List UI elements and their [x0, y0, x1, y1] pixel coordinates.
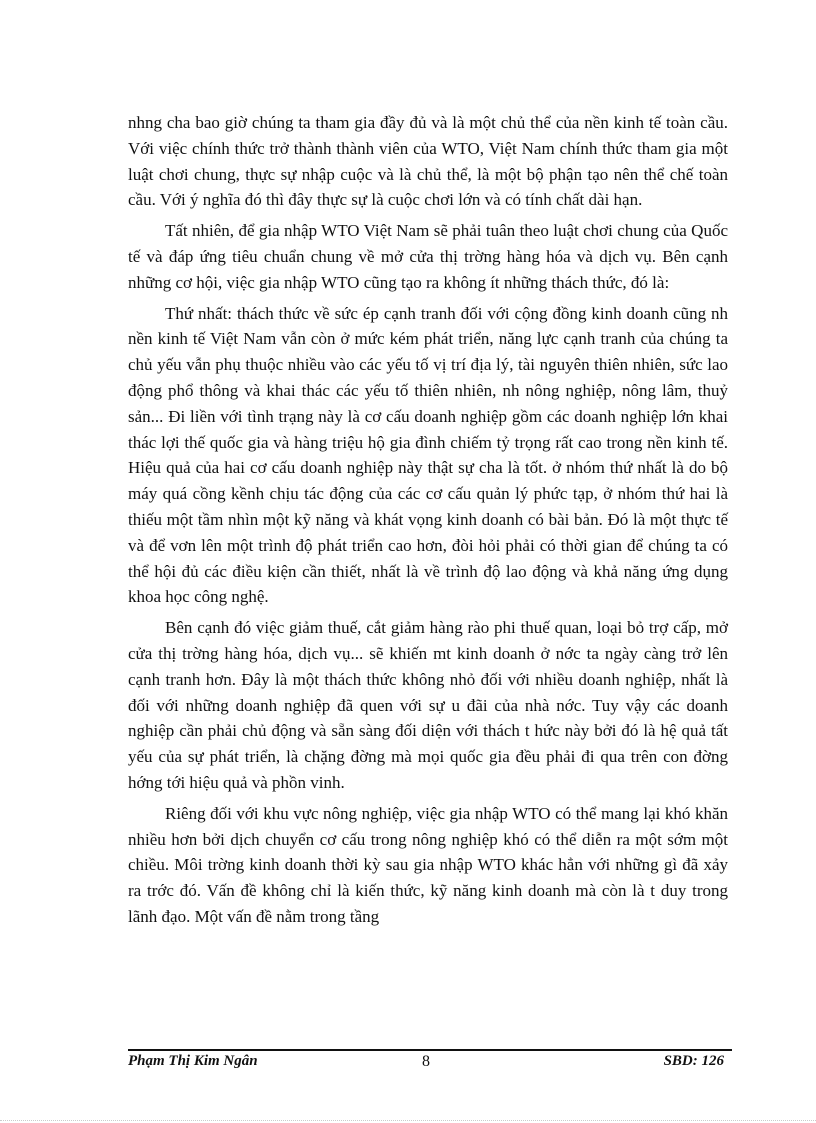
page-footer — [128, 1053, 732, 1077]
body-text — [128, 110, 728, 930]
paragraph-4: Bên cạnh đó việc giảm thuế, cắt giảm hàng rào phi thuế quan, loại bỏ trợ cấp, mở cửa thị trờng hàng hóa, dịch vụ... sẽ khiến mt kinh doanh ở nớc ta ngày càng trở lên cạnh tranh hơn. Đây là một thách thức không nhỏ đối với nhiều doanh nghiệp, nhất là đối với những doanh nghiệp đã quen với sự u đãi của nhà nớc. Tuy vậy các doanh nghiệp cần phải chủ động và sẵn sàng đối diện với thách t hức này bởi đó là hệ quả tất yếu của sự phát triển, là chặng đờng mà mọi quốc gia đều phải đi qua trên con đờng hớng tới hiệu quả và phồn vinh. — [128, 618, 728, 792]
paragraph-2: Tất nhiên, để gia nhập WTO Việt Nam sẽ phải tuân theo luật chơi chung của Quốc tế và đáp ứng tiêu chuẩn chung về mở cửa thị trờng hàng hóa và dịch vụ. Bên cạnh những cơ hội, việc gia nhập WTO cũng tạo ra không ít những thách thức, đó là: — [128, 221, 728, 292]
footer-divider — [128, 1049, 732, 1051]
page-bottom-edge — [0, 1120, 816, 1121]
paragraph-1: nhng cha bao giờ chúng ta tham gia đầy đủ và là một chủ thể của nền kinh tế toàn cầu. Với việc chính thức trở thành thành viên của WTO, Việt Nam chính thức tham gia một luật chơi chung, thực sự nhập cuộc và là chủ thể, là một bộ phận tạo nên thể chế toàn cầu. Với ý nghĩa đó thì đây thực sự là cuộc chơi lớn và có tính chất dài hạn. — [128, 113, 728, 210]
footer-student-id: SBD: 126 — [663, 1053, 724, 1069]
footer-author: Phạm Thị Kim Ngân — [128, 1053, 258, 1069]
page-number: 8 — [422, 1053, 430, 1070]
paragraph-5: Riêng đối với khu vực nông nghiệp, việc gia nhập WTO có thể mang lại khó khăn nhiều hơn bởi dịch chuyển cơ cấu trong nông nghiệp khó có thể diễn ra một sớm một chiều. Môi trờng kinh doanh thời kỳ sau gia nhập WTO khác hẳn với những gì đã xảy ra trớc đó. Vấn đề không chỉ là kiến thức, kỹ năng kinh doanh mà còn là t duy trong lãnh đạo. Một vấn đề nằm trong tầng — [128, 803, 728, 926]
paragraph-3: Thứ nhất: thách thức về sức ép cạnh tranh đối với cộng đồng kinh doanh cũng nh nền kinh tế Việt Nam vẫn còn ở mức kém phát triển, năng lực cạnh tranh của chúng ta chủ yếu vẫn phụ thuộc nhiều vào các yếu tố vị trí địa lý, tài nguyên thiên nhiên, sức lao động phổ thông và khai thác các yếu tố thiên nhiên, nh nông nghiệp, nông lâm, thuỷ sản... Đi liền với tình trạng này là cơ cấu doanh nghiệp gồm các doanh nghiệp lớn khai thác lợi thế quốc gia và hàng triệu hộ gia đình chiếm tỷ trọng rất cao trong nền kinh tế. Hiệu quả của hai cơ cấu doanh nghiệp này thật sự cha là tốt. ở nhóm thứ nhất là do bộ máy quá cồng kềnh chịu tác động của các cơ cấu quản lý phức tạp, ở nhóm thứ hai là thiếu một tầm nhìn một kỹ năng và khát vọng kinh doanh có bài bản. Đó là một thực tế và để vơn lên một trình độ phát triển cao hơn, đòi hỏi phải có thời gian để chúng ta có thể hội đủ các điều kiện cần thiết, nhất là về trình độ lao động và khả năng ứng dụng khoa học công nghệ. — [128, 303, 728, 607]
